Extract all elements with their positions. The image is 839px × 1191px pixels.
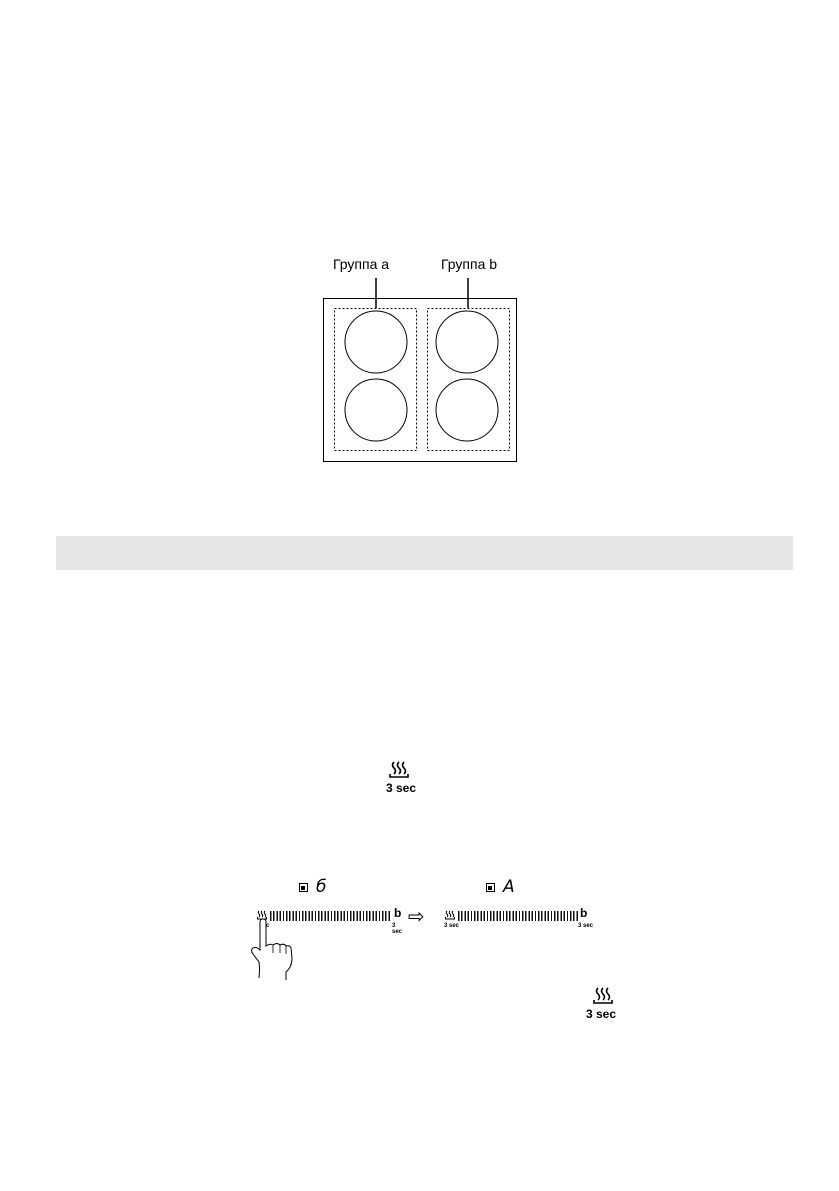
- zone-indicator-icon: [299, 883, 308, 892]
- burner-b-bottom: [436, 379, 498, 441]
- heat-up-icon-1: [384, 760, 428, 796]
- heat-up-caption-1: 3 sec: [386, 781, 417, 795]
- slider-right-start-caption: 3 sec: [444, 923, 460, 929]
- section-separator: [56, 536, 793, 570]
- burner-b-top: [436, 311, 498, 373]
- slider-left-start-caption: c: [266, 923, 270, 929]
- transition-arrow: ⇨: [408, 904, 425, 928]
- burner-a-top: [345, 311, 407, 373]
- hob-diagram: [300, 250, 540, 470]
- slider-right-end-caption: 3 sec: [578, 923, 594, 929]
- slider-right[interactable]: [444, 908, 596, 934]
- group-a-label: Группа a: [333, 256, 390, 272]
- zone-indicator-icon: [486, 883, 495, 892]
- burner-a-bottom: [345, 379, 407, 441]
- heat-up-caption-2: 3 sec: [586, 1007, 617, 1021]
- slider-right-track[interactable]: [458, 911, 578, 921]
- steam-pot-icon: [388, 760, 410, 780]
- display-left-value: б: [316, 877, 327, 897]
- slider-right-end-label: b: [580, 906, 588, 920]
- display-left: [299, 877, 339, 899]
- hob-outline: [324, 299, 517, 462]
- hand-pointer-icon: [246, 918, 310, 982]
- display-right: [486, 877, 526, 899]
- display-right-value: A: [503, 877, 515, 897]
- slider-left-end-caption: 3 sec: [392, 923, 403, 935]
- slider-left-end-label: b: [394, 906, 402, 920]
- hob-drawing: [300, 250, 540, 470]
- steam-pot-icon: [445, 910, 455, 920]
- group-b-label: Группа b: [441, 256, 498, 272]
- heat-up-icon-2: [584, 986, 628, 1022]
- steam-pot-icon: [592, 986, 614, 1006]
